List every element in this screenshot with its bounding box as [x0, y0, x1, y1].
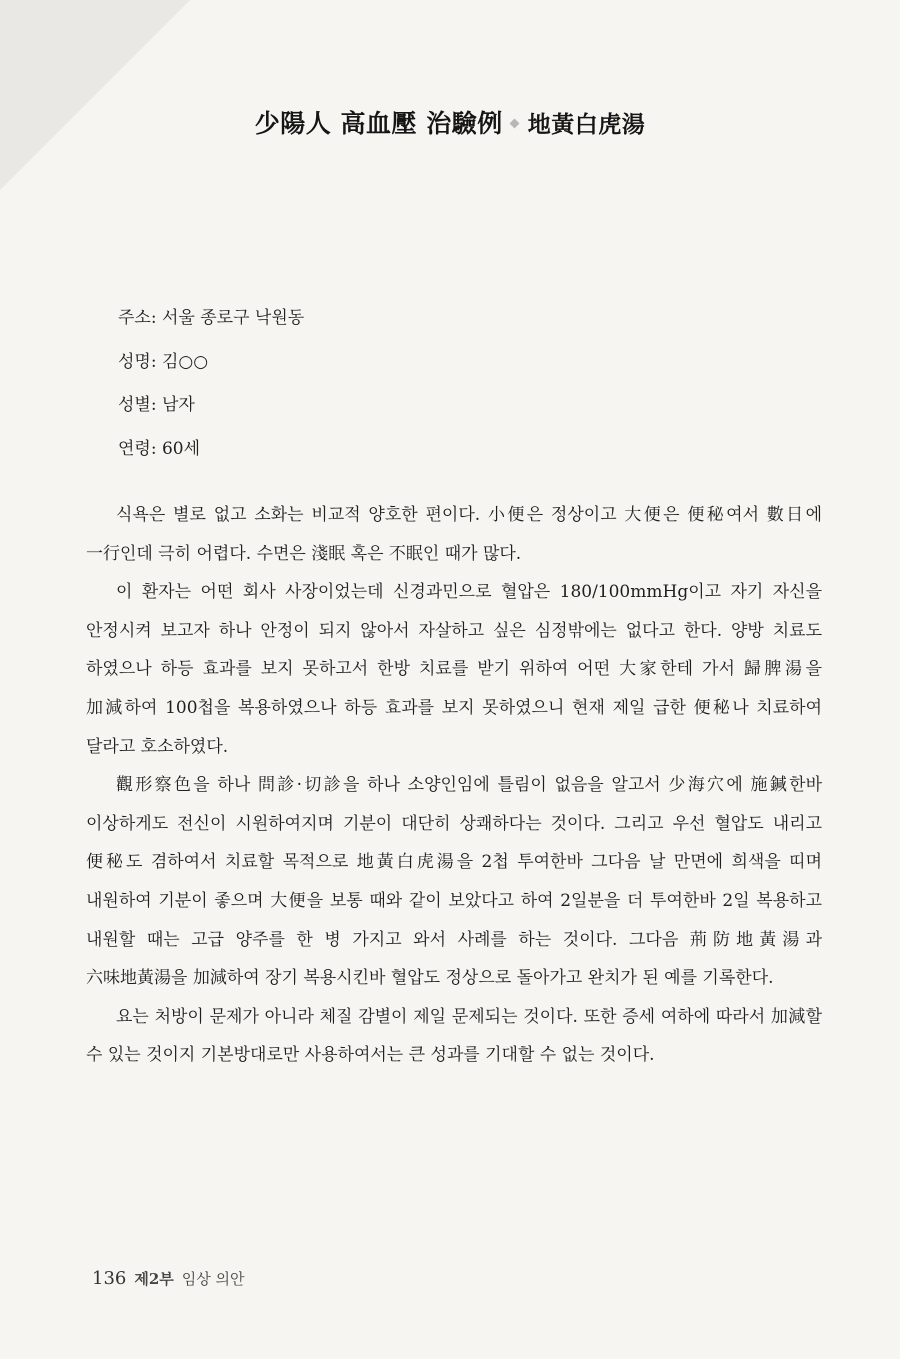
paragraph-treatment: 觀形察色을 하나 問診·切診을 하나 소양인임에 틀림이 없음을 알고서 少海穴에 施鍼한바 이상하게도 전신이 시원하여지며 기분이 대단히 상쾌하다는 것이다. 그리고 우선 혈압도 내리고 便秘도 겸하여서 치료할 목적으로 地黃白虎湯을 2첩 투여한바 그다음 날 만면에 희색을 띠며 내원하여 기분이 좋으며 大便을 보통 때와 같이 보았다고 하여 2일분을 더 투여한바 2일 복용하고 내원할 때는 고급 양주를 한 병 가지고 와서 사례를 하는 것이다. 그다음 荊防地黃湯과 六味地黃湯을 加減하여 장기 복용시킨바 혈압도 정상으로 돌아가고 완치가 된 예를 기록한다.	[86, 775, 822, 989]
title-prescription: 地黃白虎湯	[527, 111, 646, 138]
page-corner-shade	[0, 0, 190, 190]
footer-part: 제2부	[134, 1270, 174, 1288]
title-separator-diamond	[509, 118, 519, 128]
info-row-address	[118, 297, 304, 341]
info-row-sex	[118, 384, 304, 428]
info-row-name	[118, 341, 304, 385]
paragraph-history: 이 환자는 어떤 회사 사장이었는데 신경과민으로 혈압은 180/100mmHg이고 자기 자신을 안정시켜 보고자 하나 안정이 되지 않아서 자살하고 싶은 심정밖에는 없다고 한다. 양방 치료도 하였으나 하등 효과를 보지 못하고서 한방 치료를 받기 위하여 어떤 大家한테 가서 歸脾湯을 加減하여 100첩을 복용하였으나 하등 효과를 보지 못하였으니 현재 제일 급한 便秘나 치료하여 달라고 호소하였다.	[86, 582, 822, 757]
info-label: 연령:	[118, 438, 157, 459]
title-main: 少陽人 高血壓 治驗例	[254, 109, 503, 138]
info-value: 김○○	[161, 351, 209, 372]
case-body	[86, 496, 822, 1075]
patient-info	[118, 297, 304, 471]
page-number: 136	[92, 1268, 127, 1289]
info-label: 성명:	[118, 351, 157, 372]
info-value: 남자	[161, 395, 195, 415]
page-title	[0, 104, 900, 140]
page-footer	[92, 1268, 245, 1289]
info-value: 60세	[161, 438, 201, 459]
info-label: 주소:	[118, 308, 157, 328]
paragraph-symptoms: 식욕은 별로 없고 소화는 비교적 양호한 편이다. 小便은 정상이고 大便은 便秘여서 數日에 一行인데 극히 어렵다. 수면은 淺眠 혹은 不眠인 때가 많다.	[86, 505, 822, 564]
footer-section: 임상 의안	[181, 1270, 245, 1288]
info-label: 성별:	[118, 395, 157, 415]
info-row-age	[118, 428, 304, 472]
info-value: 서울 종로구 낙원동	[161, 308, 305, 328]
paragraph-conclusion: 요는 처방이 문제가 아니라 체질 감별이 제일 문제되는 것이다. 또한 증세 여하에 따라서 加減할 수 있는 것이지 기본방대로만 사용하여서는 큰 성과를 기대할 수 없는 것이다.	[86, 1006, 822, 1066]
